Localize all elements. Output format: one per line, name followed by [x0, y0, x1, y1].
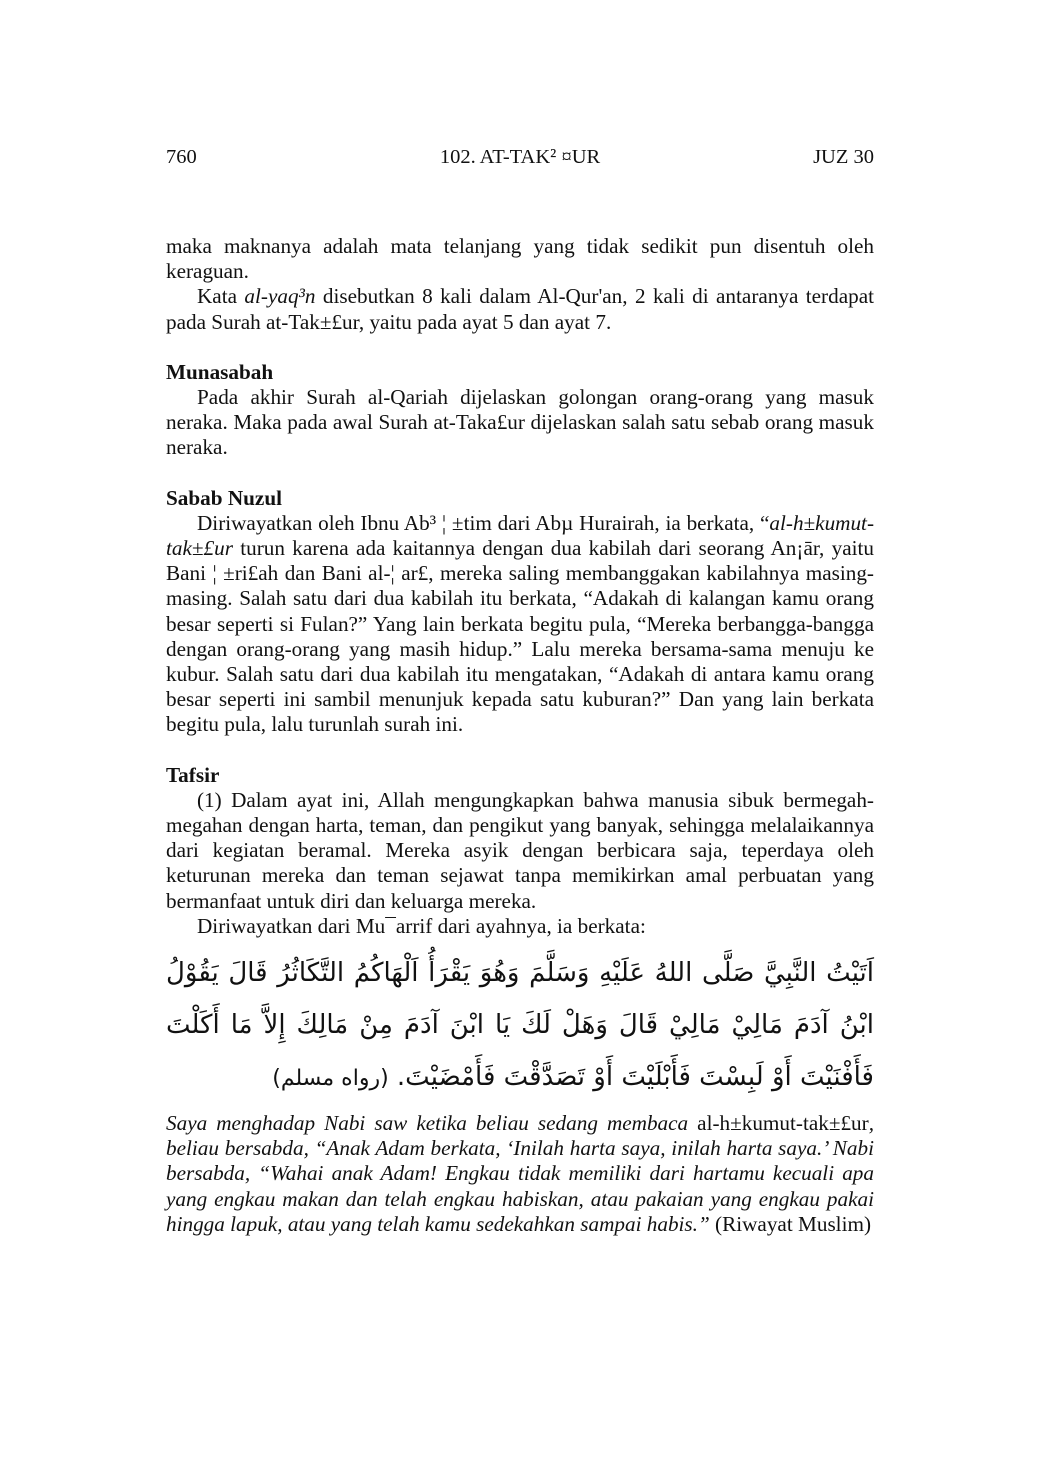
- sabab-nuzul-paragraph: [166, 511, 874, 738]
- hadith-intro: Diriwayatkan dari Mu¯arrif dari ayahnya, ia berkata:: [197, 913, 646, 938]
- translation-term: al-h±kumut-tak±£ur: [697, 1111, 869, 1136]
- yaqin-prefix: Kata: [197, 284, 245, 309]
- page-number: 760: [166, 146, 197, 168]
- translation-source: (Riwayat Muslim): [709, 1211, 871, 1236]
- arabic-hadith-text: اَتَيْتُ النَّبِيَّ صَلَّى اللهُ عَلَيْهِ وَسَلَّمَ وَهُوَ يَقْرَأُ اَلْهَاكُمُ التَّكَاثُرُ قَالَ يَقُوْلُ ابْنُ آدَمَ مَالِيْ مَالِيْ قَالَ وَهَلْ لَكَ يَا ابْنَ آدَمَ مِنْ مَالِكَ إِلاَّ مَا أَكَلْتَ فَأَفْنَيْتَ أَوْ لَبِسْتَ فَأَبْلَيْتَ أَوْ تَصَدَّقْتَ فَأَمْضَيْتَ.: [166, 958, 874, 1093]
- yaqin-paragraph: [166, 284, 874, 334]
- munasabah-paragraph: Pada akhir Surah al-Qariah dijelaskan golongan orang-orang yang masuk neraka. Maka pada awal Surah at-Taka£ur dijelaskan salah satu sebab orang masuk neraka.: [166, 385, 874, 460]
- term-alhakumut: al-h±kumut-tak±£ur: [166, 510, 874, 561]
- arabic-reference: (رواه مسلم): [272, 1066, 389, 1092]
- sabab-rest: turun karena ada kaitannya dengan dua kabilah dari seorang An¡ār, yaitu Bani ¦ ±ri£ah dan Bani al-¦ ar£, mereka saling membanggakan kabilahnya masing-masing. Salah satu dari dua kabilah itu berkata, “Adakah di kalangan kamu orang besar seperti si Fulan?” Yang lain berkata begitu pula, “Mereka berbangga-bangga dengan orang-orang yang masih hidup.” Lalu mereka bersama-sama menuju ke kubur. Salah satu dari dua kabilah itu mengatakan, “Adakah di antara kamu orang besar seperti ini sambil menunjuk kepada satu kuburan?” Dan yang lain berkata begitu pula, lalu turunlah surah ini.: [166, 536, 874, 737]
- sabab-prefix: Diriwayatkan oleh Ibnu Ab³ ¦ ±tim dari Abµ Hurairah, ia berkata, “: [197, 510, 770, 535]
- translation-part-c: , beliau bersabda, “Anak Adam berkata, ‘Inilah harta saya, inilah harta saya.’ Nabi bersabda, “Wahai anak Adam! Engkau tidak memiliki dari hartamu kecuali apa yang engkau makan dan telah engkau habiskan, atau pakaian yang engkau pakai hingga lapuk, atau yang telah kamu sedekahkan sampai habis.”: [166, 1111, 874, 1236]
- intro-paragraph: maka maknanya adalah mata telanjang yang tidak sedikit pun disentuh oleh keraguan.: [166, 234, 874, 284]
- tafsir-heading: Tafsir: [166, 762, 220, 787]
- juz-label: JUZ 30: [813, 146, 874, 168]
- yaqin-rest: disebutkan 8 kali dalam Al-Qur'an, 2 kali di antaranya terdapat pada Surah at-Tak±£ur, yaitu pada ayat 5 dan ayat 7.: [166, 284, 874, 334]
- page-header: [166, 146, 874, 176]
- translation-part-a: Saya menghadap Nabi saw ketika beliau sedang membaca: [166, 1111, 698, 1136]
- sabab-nuzul-heading: Sabab Nuzul: [166, 485, 282, 510]
- tafsir-paragraph: (1) Dalam ayat ini, Allah mengungkapkan bahwa manusia sibuk bermegah-megahan dengan harta, teman, dan pengikut yang banyak, sehingga melalaikannya dari kegiatan beramal. Mereka asyik dengan berbicara saja, teperdaya oleh keturunan mereka dan teman sejawat tanpa memikirkan amal perbuatan yang bermanfaat untuk diri dan keluarga mereka.: [166, 787, 874, 913]
- term-al-yaqin: al-yaq³n: [244, 284, 316, 309]
- running-title: 102. AT-TAK² ¤UR: [439, 146, 601, 168]
- arabic-hadith: [166, 947, 874, 1105]
- body-text: [166, 234, 874, 1237]
- hadith-translation: [166, 1111, 874, 1237]
- munasabah-heading: Munasabah: [166, 359, 274, 384]
